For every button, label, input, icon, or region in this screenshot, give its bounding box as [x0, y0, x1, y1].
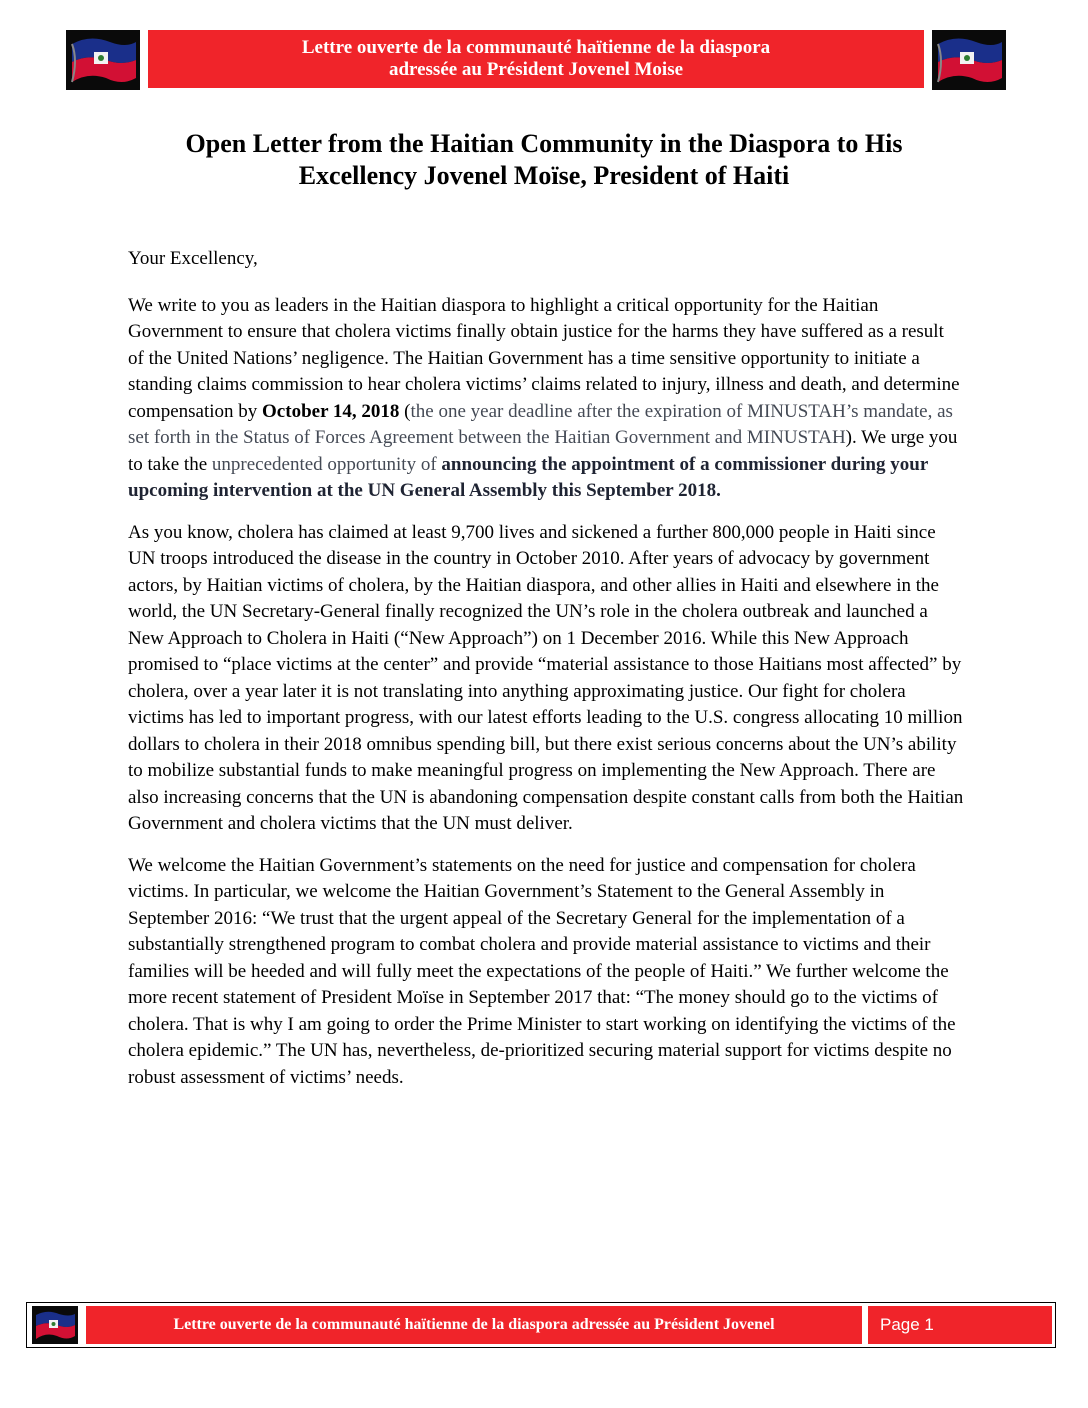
footer-banner: Lettre ouverte de la communauté haïtienne de la diaspora adressée au Président Jovenel	[86, 1306, 862, 1344]
paragraph-3: We welcome the Haitian Government’s statements on the need for justice and compensation for cholera victims. In particular, we welcome the Haitian Government’s Statement to the General Assembly in September 2016: “We trust that the urgent appeal of the Secretary General for the implementation of a substantially strengthened program to combat cholera and provide material assistance to victims and their families will be heeded and will fully meet the expectations of the people of Haiti.” We further welcome the more recent statement of President Moïse in September 2017 that: “The money should go to the victims of cholera. That is why I am going to order the Prime Minister to start working on identifying the victims of the cholera epidemic.” The UN has, nevertheless, de-prioritized securing material support for victims despite no robust assessment of victims’ needs.	[128, 854, 956, 1088]
page-number: Page 1	[868, 1306, 1052, 1344]
haiti-flag-icon-left	[66, 30, 140, 90]
paragraph-2: As you know, cholera has claimed at least 9,700 lives and sickened a further 800,000 people in Haiti since UN troops introduced the disease in the country in October 2010. After years of advocacy by government actors, by Haitian victims of cholera, by the Haitian diaspora, and other allies in Haiti and elsewhere in the world, the UN Secretary-General finally recognized the UN’s role in the cholera outbreak and launched a New Approach to Cholera in Haiti (“New Approach”) on 1 December 2016. While this New Approach promised to “place victims at the center” and provide “material assistance to those Haitians most affected” by cholera, over a year later it is not translating into anything approximating justice. Our fight for cholera victims has led to important progress, with our latest efforts leading to the U.S. congress allocating 10 million dollars to cholera in their 2018 omnibus spending bill, but there exist serious concerns about the UN’s ability to mobilize substantial funds to make meaningful progress on implementing the New Approach. There are also increasing concerns that the UN is abandoning compensation despite constant calls from both the Haitian Government and cholera victims that the UN must deliver.	[128, 521, 964, 834]
paragraph-1	[128, 293, 964, 505]
p1-text-f: announcing the appointment of a commissioner during your upcoming intervention at the UN General Assembly this September 2018.	[128, 453, 928, 501]
letter-title	[100, 128, 988, 192]
header-banner-line2: adressée au Président Jovenel Moise	[388, 59, 684, 80]
p1-text-a: We write to you as leaders in the Haitian diaspora to highlight a critical opportunity for the Haitian Government to ensure that cholera victims finally obtain justice for the harms they have suffered as a result of the United Nations’ negligence. The Haitian Government has a time sensitive opportunity to initiate a standing claims commission to hear cholera victims’ claims related to injury, illness and death, and determine compensation by	[128, 294, 960, 422]
letter-title-line2: Excellency Jovenel Moïse, President of Haiti	[298, 161, 790, 190]
p1-text-b: (	[399, 400, 411, 422]
p1-deadline-date: October 14, 2018	[262, 400, 400, 422]
header-banner	[148, 30, 924, 88]
p1-text-d: ). We urge you to take the	[128, 427, 958, 475]
salutation: Your Excellency,	[128, 248, 258, 269]
p1-text-e: unprecedented opportunity of	[211, 453, 442, 475]
haiti-flag-icon-footer	[32, 1306, 78, 1344]
letter-body	[128, 246, 964, 1106]
haiti-flag-icon-right	[932, 30, 1006, 90]
header-banner-line1: Lettre ouverte de la communauté haïtienne de la diaspora	[301, 37, 771, 58]
p1-text-c: the one year deadline after the expiration of MINUSTAH’s mandate, as set forth in the Status of Forces Agreement between the Haitian Government and MINUSTAH	[128, 400, 953, 448]
letter-title-line1: Open Letter from the Haitian Community in the Diaspora to His	[185, 129, 903, 158]
